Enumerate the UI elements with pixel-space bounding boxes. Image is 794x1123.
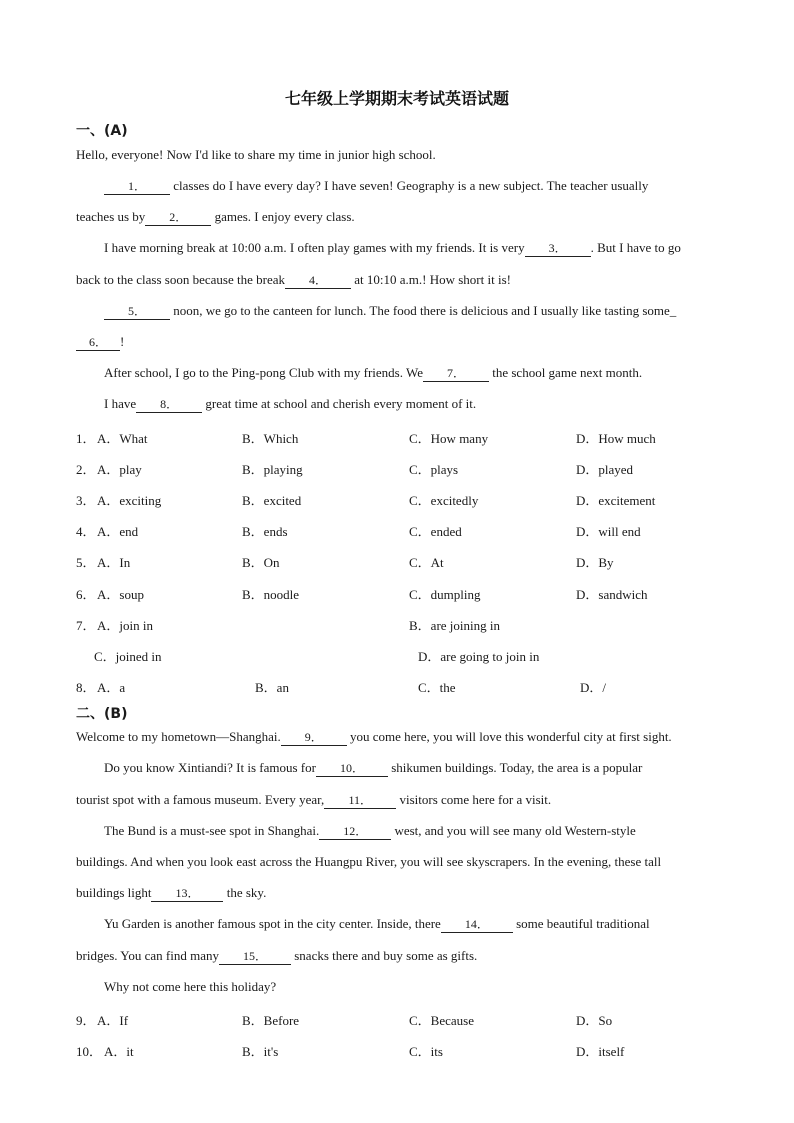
option-c: C．joined in bbox=[94, 649, 162, 664]
option-b: B．ends bbox=[242, 524, 288, 539]
option-b: B．playing bbox=[242, 462, 303, 477]
option-a: A．What bbox=[97, 431, 148, 446]
blank-12: 12． bbox=[319, 825, 391, 840]
passage-a-line-5: back to the class soon because the break 4． at 10:10 a.m.! How short it is! bbox=[76, 272, 511, 287]
passage-a-line-3: teaches us by 2． games. I enjoy every class. bbox=[76, 209, 355, 224]
option-d: D．excitement bbox=[576, 493, 656, 508]
section-a-heading: 一、(A) bbox=[76, 123, 128, 139]
option-c: C．Because bbox=[409, 1013, 474, 1028]
option-c: C．plays bbox=[409, 462, 459, 477]
passage-b-line-4: The Bund is a must-see spot in Shanghai. 12． west, and you will see many old Western-style bbox=[104, 823, 636, 838]
option-a: A．it bbox=[104, 1044, 134, 1059]
blank-6: 6． bbox=[76, 336, 120, 351]
blank-9: 9． bbox=[281, 731, 347, 746]
blank-10: 10． bbox=[316, 762, 388, 777]
option-c: C．How many bbox=[409, 431, 489, 446]
option-d: D．sandwich bbox=[576, 587, 648, 602]
passage-a-line-1: Hello, everyone! Now I'd like to share my time in junior high school. bbox=[76, 147, 436, 162]
page-title: 七年级上学期期末考试英语试题 bbox=[284, 89, 509, 108]
blank-13: 13． bbox=[151, 887, 223, 902]
passage-b-line-3: tourist spot with a famous museum. Every year, 11． visitors come here for a visit. bbox=[76, 792, 552, 807]
passage-b-line-2: Do you know Xintiandi? It is famous for 10． shikumen buildings. Today, the area is a popular bbox=[104, 760, 643, 775]
blank-2: 2． bbox=[145, 211, 211, 226]
passage-a-line-4: I have morning break at 10:00 a.m. I often play games with my friends. It is very 3． . But I have to go bbox=[104, 240, 681, 255]
blank-4: 4． bbox=[285, 274, 351, 289]
passage-a-line-9: I have 8． great time at school and cherish every moment of it. bbox=[104, 396, 477, 411]
option-b: B．are joining in bbox=[409, 618, 500, 633]
section-b-heading: 二、(B) bbox=[76, 706, 128, 722]
option-a: A．a bbox=[97, 680, 126, 695]
passage-b-line-1: Welcome to my hometown—Shanghai. 9． you come here, you will love this wonderful city at first sight. bbox=[76, 729, 672, 744]
option-d: D．will end bbox=[576, 524, 641, 539]
passage-b-line-5: buildings. And when you look east across the Huangpu River, you will see skyscrapers. In the evening, these tall bbox=[76, 854, 662, 869]
option-b: B．noodle bbox=[242, 587, 300, 602]
option-a: A．exciting bbox=[97, 493, 162, 508]
passage-b-line-7: Yu Garden is another famous spot in the city center. Inside, there 14． some beautiful traditional bbox=[104, 916, 650, 931]
option-b: B．excited bbox=[242, 493, 302, 508]
option-a: A．end bbox=[97, 524, 139, 539]
option-c: C．excitedly bbox=[409, 493, 479, 508]
option-d: D．How much bbox=[576, 431, 656, 446]
exam-page: 七年级上学期期末考试英语试题 一、(A) Hello, everyone! Now I'd like to share my time in junior high school. 1． classes do I have every day? I have seven! Geography is a new subject. The teacher usually teaches us by 2． games. I enjoy every class. I have morning break at 10:00 a.m. I often play games with my friends. It is very 3． . But I have to go back to the class soon because the break 4． at 10:10 a.m.! How short it is! 5． noon, we go to the canteen for lunch. The food there is delicious and I usually like tasting some_ 6． ! After school, I go to the Ping-pong Club with my friends. We 7． the school game next month. I have 8． great time at school and cherish every moment of it. 1． A．What B．Which C．How many D．How much 2． A．play B．playing C．plays D．played 3． A．exciting B．excited C．excitedly D．excitement 4． A．end B．ends C．ended D．will end 5． A．In B．On C．At D．By 6． A．soup B．noodle C．dumpling D．sandwich 7． A．join in B．are joining in C．joined in D．are going to join in 8． A．a B．an C．the D．/ 二、(B) Welcome to my hometown—Shanghai. 9． you come here, you will love this wonderful city at first sight. Do you know Xintiandi? It is famous for 10． shikumen buildings. Today, the area is a popular tourist spot with a famous museum. Every year, 11． visitors come here for a visit. The Bund is a must-see spot in Shanghai. 12． west, and you will see many old Western-style buildings. And when you look east across the Huangpu River, you will see skyscrapers. In the evening, these tall buildings light 13． the sky. Yu Garden is another famous spot in the city center. Inside, there 14． some beautiful traditional bridges. You can find many 15． snacks there and buy some as gifts. Why not come here this holiday? 9． A．If B．Before C．Because D．So 10． A．it B．it's C．its D．itself bbox=[0, 0, 794, 1123]
passage-b-line-8: bridges. You can find many 15． snacks there and buy some as gifts. bbox=[76, 948, 478, 963]
option-c: C．the bbox=[418, 680, 456, 695]
option-d: D．By bbox=[576, 555, 614, 570]
option-c: C．its bbox=[409, 1044, 443, 1059]
option-d: D．are going to join in bbox=[418, 649, 540, 664]
blank-5: 5． bbox=[104, 305, 170, 320]
blank-1: 1． bbox=[104, 180, 170, 195]
blank-14: 14． bbox=[441, 918, 513, 933]
option-c: C．ended bbox=[409, 524, 462, 539]
option-a: A．play bbox=[97, 462, 142, 477]
option-a: A．soup bbox=[97, 587, 144, 602]
blank-11: 11． bbox=[324, 794, 396, 809]
option-d: D．played bbox=[576, 462, 634, 477]
option-b: B．it's bbox=[242, 1044, 279, 1059]
option-c: C．At bbox=[409, 555, 444, 570]
option-d: D．itself bbox=[576, 1044, 625, 1059]
blank-8: 8． bbox=[136, 398, 202, 413]
passage-b-line-9: Why not come here this holiday? bbox=[104, 979, 277, 994]
option-d: D．So bbox=[576, 1013, 613, 1028]
blank-3: 3． bbox=[525, 242, 591, 257]
option-a: A．join in bbox=[97, 618, 153, 633]
passage-a-line-8: After school, I go to the Ping-pong Club with my friends. We 7． the school game next month. bbox=[104, 365, 643, 380]
option-a: A．In bbox=[97, 555, 131, 570]
blank-15: 15． bbox=[219, 950, 291, 965]
option-b: B．On bbox=[242, 555, 280, 570]
option-b: B．an bbox=[255, 680, 289, 695]
option-d: D．/ bbox=[580, 680, 607, 695]
passage-a-line-6: 5． noon, we go to the canteen for lunch. The food there is delicious and I usually like tasting some_ bbox=[104, 303, 676, 320]
passage-a-line-7: 6． ! bbox=[76, 334, 124, 351]
option-b: B．Before bbox=[242, 1013, 300, 1028]
blank-7: 7． bbox=[423, 367, 489, 382]
passage-a-line-2: 1． classes do I have every day? I have seven! Geography is a new subject. The teacher usually bbox=[104, 178, 648, 195]
passage-b-line-6: buildings light 13． the sky. bbox=[76, 885, 267, 900]
option-b: B．Which bbox=[242, 431, 299, 446]
option-c: C．dumpling bbox=[409, 587, 481, 602]
option-a: A．If bbox=[97, 1013, 129, 1028]
